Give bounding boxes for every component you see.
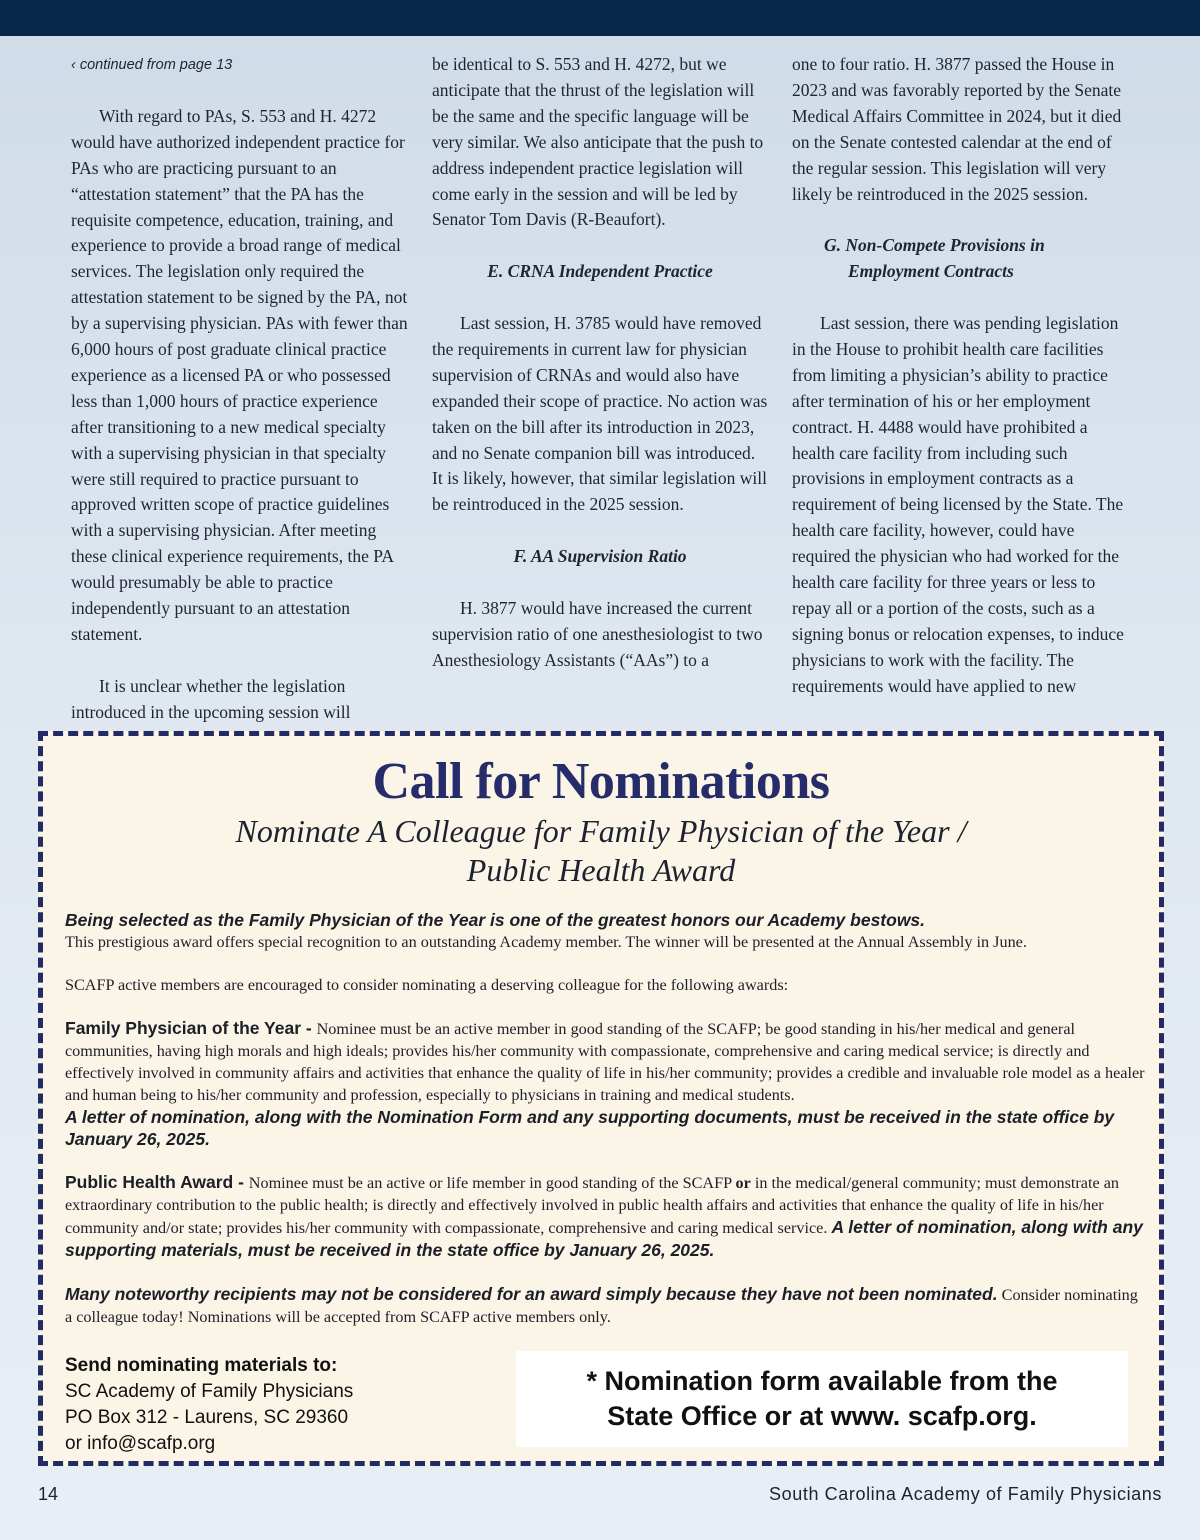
paragraph: Last session, there was pending legislation in the House to prohibit health care facilities from limiting a physician’s ability to practice after termination of his or her employment contract. H. 4488 would have prohibited a health care facility from including such provisions in employment contracts as a requirement of being licensed by the State. The health care facility, however, could have required the physician who had worked for the health care facility for three years or less to repay all or a portion of the costs, such as a signing bonus or relocation expenses, to induce physicians to work with the facility. The requirements would have applied to new xyxy=(792,313,1124,696)
nominations-body xyxy=(65,909,1145,1328)
paragraph: Last session, H. 3785 would have removed the requirements in current law for physician supervision of CRNAs and would also have expanded their scope of practice. No action was taken on the bill after its introduction in 2023, and no Senate companion bill was introduced. It is likely, however, that similar legislation will be reintroduced in the 2025 session. xyxy=(432,313,768,515)
article-column-2 xyxy=(432,52,768,674)
article-column-3 xyxy=(792,52,1132,700)
section-heading-f: F. AA Supervision Ratio xyxy=(513,546,687,567)
closing-note xyxy=(65,1283,1145,1328)
send-email: or info@scafp.org xyxy=(65,1433,216,1454)
section-heading-e: E. CRNA Independent Practice xyxy=(487,261,713,282)
pha-deadline: A letter of nomination, along with any supporting materials, must be received in the state office by January 26, 2025. xyxy=(65,1217,1143,1260)
call-for-nominations-box xyxy=(38,731,1164,1466)
intro-text: This prestigious award offers special recognition to an outstanding Academy member. The winner will be presented at the Annual Assembly in June. xyxy=(65,933,1027,951)
paragraph: With regard to PAs, S. 553 and H. 4272 would have authorized independent practice for PAs who are practicing pursuant to an “attestation statement” that the PA has the requisite competence, education, training, and experience to provide a broad range of medical services. The legislation only required the attestation statement to be signed by the PA, not by a supervising physician. PAs with fewer than 6,000 hours of post graduate clinical practice experience as a licensed PA or who possessed less than 1,000 hours of practice experience after transitioning to a new medical specialty with a supervising physician in that specialty were still required to practice pursuant to approved written scope of practice guidelines with a supervising physician. After meeting these clinical experience requirements, the PA would presumably be able to practice independently pursuant to an attestation statement. xyxy=(71,105,408,645)
subtitle-line-2: Public Health Award xyxy=(466,852,736,888)
form-notice-line-2: State Office or at www. scafp.org. xyxy=(607,1401,1037,1431)
publication-name: South Carolina Academy of Family Physicians xyxy=(769,1484,1162,1504)
send-line: SC Academy of Family Physicians xyxy=(65,1381,354,1402)
intro-bold: Being selected as the Family Physician of the Year is one of the greatest honors our Academy bestows. xyxy=(65,910,926,930)
continued-from-note: ‹ continued from page 13 xyxy=(71,57,233,73)
page-footer xyxy=(38,1484,1162,1508)
pha-text-2: in the medical/general community; must demonstrate an extraordinary contribution to the public health; is directly and effectively involved in public health affairs and activities that enhance the quality of life in his/her community and/or state; provides his/her community with compassionate, comprehensive and caring medical service. xyxy=(65,1174,1119,1237)
fpy-criteria xyxy=(65,1017,1145,1106)
encourage-text: SCAFP active members are encouraged to consider nominating a deserving colleague for the following awards: xyxy=(65,976,789,994)
paragraph: It is unclear whether the legislation introduced in the upcoming session will xyxy=(71,675,351,722)
send-materials-address xyxy=(65,1353,485,1457)
form-notice-line-1: * Nomination form available from the xyxy=(586,1366,1058,1396)
fpy-deadline: A letter of nomination, along with the Nomination Form and any supporting documents, must be received in the state office by January 26, 2025. xyxy=(65,1107,1115,1149)
article-columns xyxy=(0,52,1200,722)
paragraph: one to four ratio. H. 3877 passed the House in 2023 and was favorably reported by the Senate Medical Affairs Committee in 2024, but it died on the Senate contested calendar at the end of the regular session. This legislation will very likely be reintroduced in the 2025 session. xyxy=(792,54,1122,204)
pha-text-1: Nominee must be an active or life member in good standing of the SCAFP xyxy=(248,1174,736,1192)
section-heading-g-line1: G. Non-Compete Provisions in xyxy=(824,235,1045,256)
fpy-label: Family Physician of the Year - xyxy=(65,1018,317,1038)
pha-label: Public Health Award - xyxy=(65,1172,249,1192)
page-number: 14 xyxy=(38,1484,59,1504)
fpy-text: Nominee must be an active member in good standing of the SCAFP; be good standing in his/her medical and general communities, having high morals and high ideals; provides his/her community with compassionate, comprehensive and caring medical service; is directly and effectively involved in community affairs and activities that enhance the quality of life in his/her community; provides a credible and invaluable role model as a healer and human being to his/her community and profession, especially to physicians in training and medical students. xyxy=(65,1020,1145,1104)
closing-text: Consider nominating a colleague today! Nominations will be accepted from SCAFP active members only. xyxy=(65,1286,1138,1326)
closing-bold: Many noteworthy recipients may not be considered for an award simply because they have not been nominated. xyxy=(65,1284,998,1304)
send-heading: Send nominating materials to: xyxy=(65,1355,338,1376)
send-line: PO Box 312 - Laurens, SC 29360 xyxy=(65,1407,349,1428)
pha-or: or xyxy=(735,1174,751,1192)
paragraph: H. 3877 would have increased the current supervision ratio of one anesthesiologist to two Anesthesiology Assistants (“AAs”) to a xyxy=(432,597,763,670)
nominations-title: Call for Nominations xyxy=(372,753,830,810)
section-heading-g-line2: Employment Contracts xyxy=(848,261,1014,282)
nomination-form-notice xyxy=(516,1351,1128,1447)
section-heading-g xyxy=(792,233,1132,285)
nominations-subtitle xyxy=(43,812,1159,890)
subtitle-line-1: Nominate A Colleague for Family Physician of the Year / xyxy=(235,813,967,849)
article-column-1 xyxy=(71,52,413,726)
pha-criteria xyxy=(65,1171,1145,1262)
top-banner-bar xyxy=(0,0,1200,36)
paragraph: be identical to S. 553 and H. 4272, but we anticipate that the thrust of the legislation will be the same and the specific language will be very similar. We also anticipate that the push to address independent practice legislation will come early in the session and will be led by Senator Tom Davis (R-Beaufort). xyxy=(432,54,764,230)
